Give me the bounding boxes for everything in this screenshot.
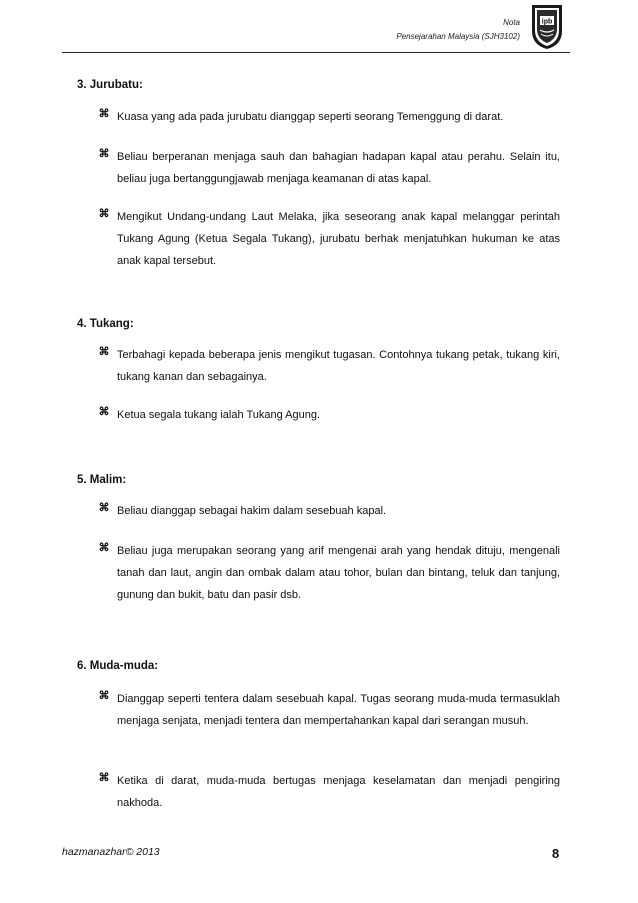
- section-title: 6. Muda-muda:: [77, 660, 159, 672]
- list-item-text: Ketua segala tukang ialah Tukang Agung.: [117, 409, 321, 421]
- document-header: [396, 16, 520, 44]
- section-title: 5. Malim:: [77, 474, 127, 486]
- bullet-icon: ⌘: [98, 690, 110, 702]
- bullet-icon: ⌘: [98, 502, 110, 514]
- list-item-text: Beliau juga merupakan seorang yang arif mengenai arah yang hendak dituju, mengenali tanah dan laut, angin dan ombak dalam atau tohor, bulan dan bintang, teluk dan tanjung, gunung dan bukit, batu dan pasir dsb.: [117, 545, 560, 601]
- list-item-text: Ketika di darat, muda-muda bertugas menjaga keselamatan dan menjadi pengiring nakhoda.: [117, 775, 560, 809]
- footer-author: hazmanazhar© 2013: [62, 846, 160, 858]
- bullet-icon: ⌘: [98, 542, 110, 554]
- header-line-2: Pensejarahan Malaysia (SJH3102): [396, 32, 520, 41]
- section-title: 4. Tukang:: [77, 318, 134, 330]
- bullet-icon: ⌘: [98, 108, 110, 120]
- section-title: 3. Jurubatu:: [77, 79, 143, 91]
- list-item-text: Beliau berperanan menjaga sauh dan bahagian hadapan kapal atau perahu. Selain itu, beliau juga bertanggungjawab menjaga keamanan di atas kapal.: [117, 151, 560, 185]
- header-divider: [62, 52, 570, 53]
- bullet-icon: ⌘: [98, 346, 110, 358]
- list-item-text: Terbahagi kepada beberapa jenis mengikut tugasan. Contohnya tukang petak, tukang kiri, tukang kanan dan sebagainya.: [117, 349, 560, 383]
- bullet-icon: ⌘: [98, 208, 110, 220]
- header-line-1: Nota: [503, 18, 520, 27]
- page-number: 8: [552, 846, 560, 861]
- institution-logo-icon: [529, 3, 565, 51]
- bullet-icon: ⌘: [98, 772, 110, 784]
- list-item-text: Beliau dianggap sebagai hakim dalam sesebuah kapal.: [117, 505, 387, 517]
- bullet-icon: ⌘: [98, 148, 110, 160]
- logo-lettering: ipb: [541, 18, 553, 26]
- list-item-text: Kuasa yang ada pada jurubatu dianggap seperti seorang Temenggung di darat.: [117, 111, 504, 123]
- bullet-icon: ⌘: [98, 406, 110, 418]
- list-item-text: Mengikut Undang-undang Laut Melaka, jika seseorang anak kapal melanggar perintah Tukang Agung (Ketua Segala Tukang), jurubatu berhak menjatuhkan hukuman ke atas anak kapal tersebut.: [117, 211, 560, 267]
- list-item-text: Dianggap seperti tentera dalam sesebuah kapal. Tugas seorang muda-muda termasuklah menjaga senjata, menjadi tentera dan mempertahankan kapal dari serangan musuh.: [117, 693, 560, 727]
